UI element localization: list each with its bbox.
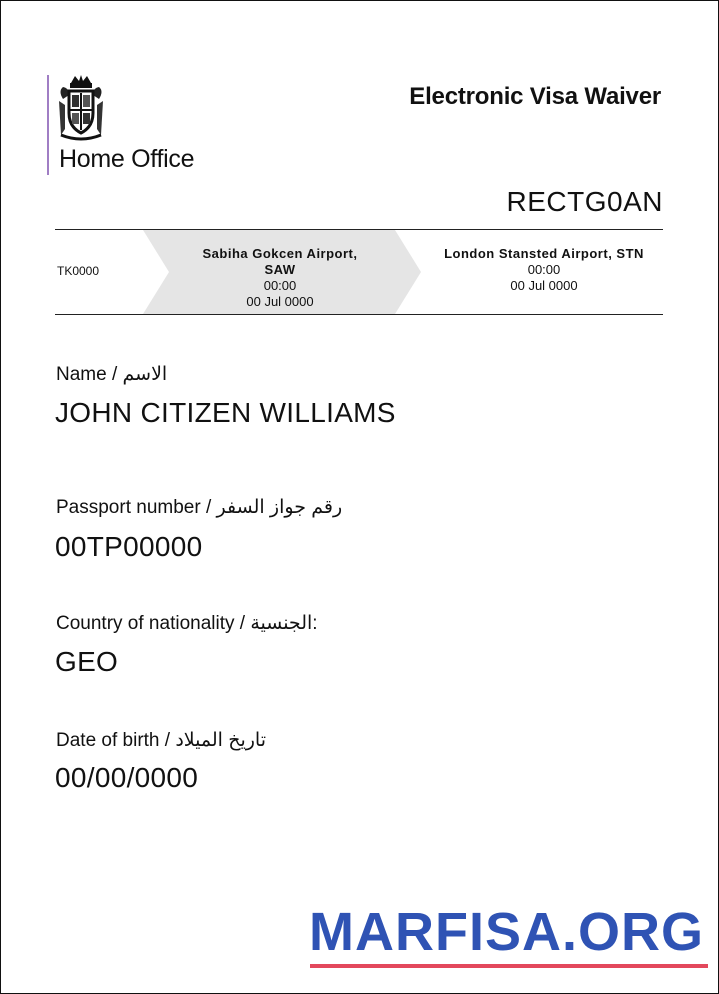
departure-info (195, 246, 365, 310)
passport-value: 00TP00000 (55, 531, 203, 562)
arrival-time: 00:00 (527, 262, 561, 277)
arrival-airport: London Stansted Airport, STN (444, 246, 644, 261)
royal-crest-icon (55, 73, 107, 143)
dob-label: Date of birth / تاريخ الميلاد (56, 730, 267, 751)
nationality-value: GEO (55, 646, 119, 677)
flight-number: TK0000 (57, 264, 100, 278)
department-name: Home Office (59, 145, 195, 173)
departure-date: 00 Jul 0000 (246, 294, 314, 309)
arrival-info (425, 246, 663, 294)
name-label: Name / الاسم (56, 364, 168, 385)
nationality-label: Country of nationality / الجنسية: (56, 613, 318, 634)
departure-code: SAW (264, 262, 296, 277)
dob-value: 00/00/0000 (55, 762, 199, 793)
name-value: JOHN CITIZEN WILLIAMS (55, 397, 396, 428)
document-title: Electronic Visa Waiver (409, 83, 661, 110)
arrival-date: 00 Jul 0000 (510, 278, 578, 293)
passport-label: Passport number / رقم جواز السفر (56, 497, 343, 518)
flight-details (55, 229, 663, 315)
watermark-text: MARFISA.ORG (309, 902, 704, 962)
departure-time: 00:00 (263, 278, 297, 293)
brand-bar (47, 75, 49, 175)
reference-number: RECTG0AN (506, 186, 663, 217)
departure-airport: Sabiha Gokcen Airport, (202, 246, 358, 261)
watermark-underline (310, 964, 708, 968)
